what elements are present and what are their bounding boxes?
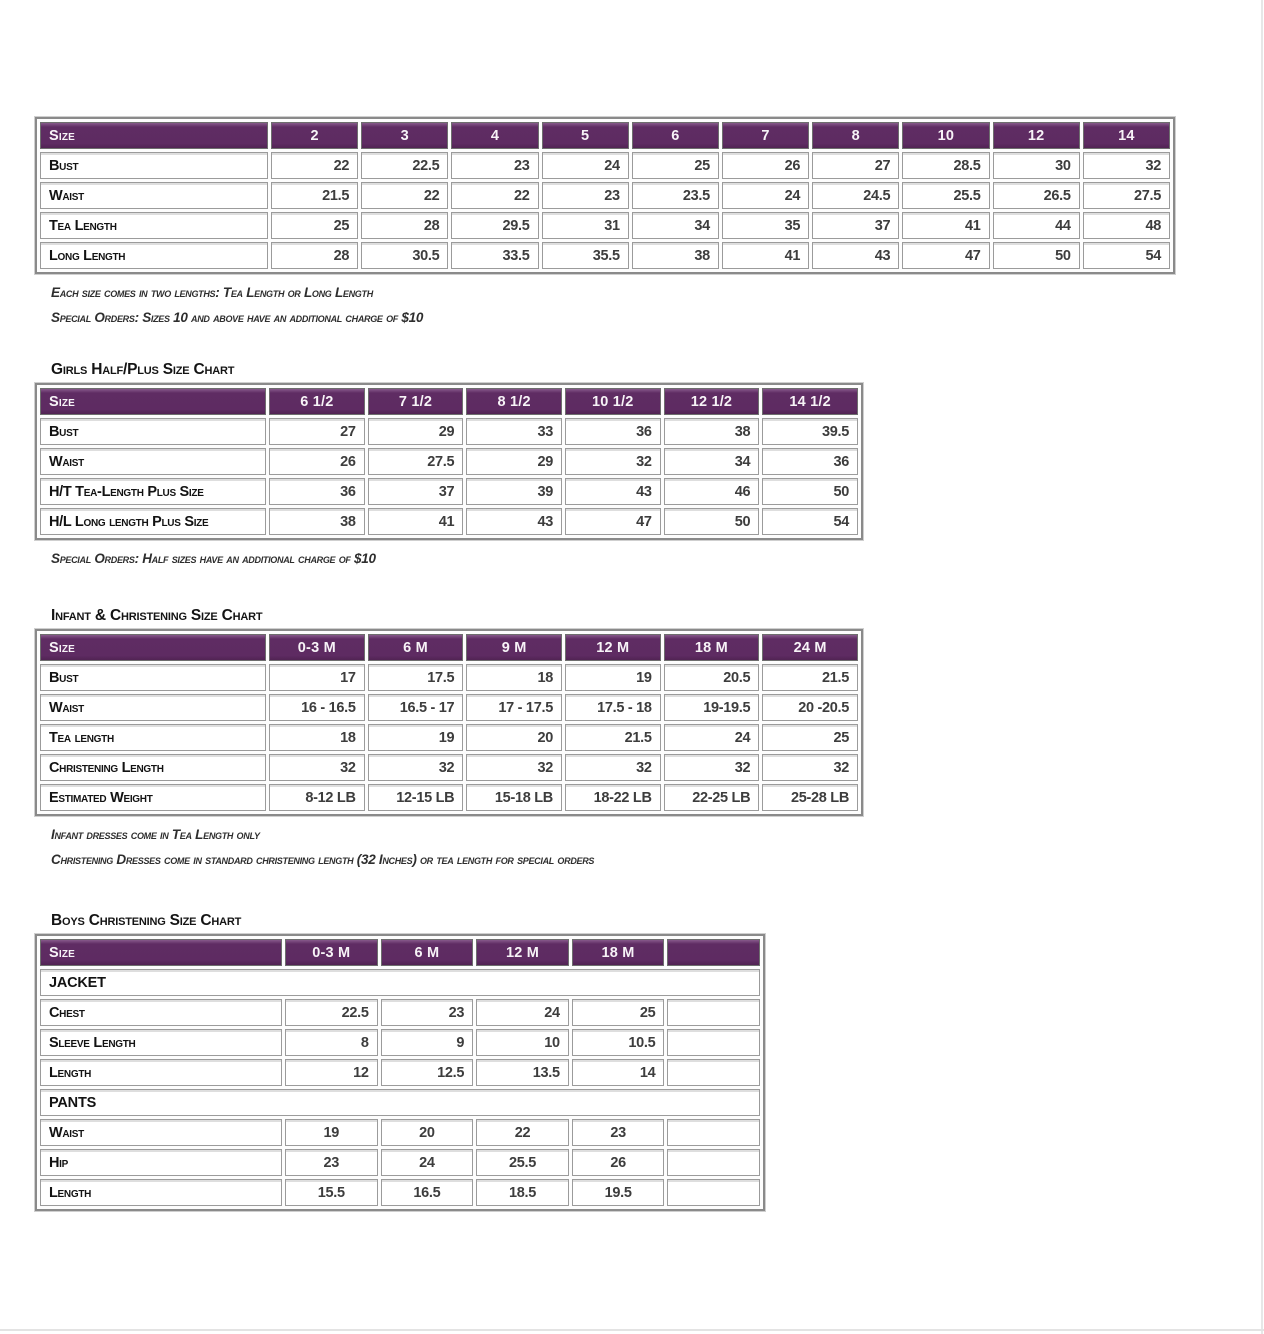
value-cell: 12.5 bbox=[381, 1059, 474, 1086]
value-cell: 27 bbox=[269, 418, 365, 445]
value-cell: 24 bbox=[542, 152, 629, 179]
value-cell: 18 bbox=[269, 724, 365, 751]
value-cell: 32 bbox=[664, 754, 760, 781]
value-cell: 48 bbox=[1083, 212, 1170, 239]
row-label: Waist bbox=[40, 182, 268, 209]
infant-christening-size-chart bbox=[35, 629, 863, 816]
girls-size-chart bbox=[35, 117, 1175, 274]
value-cell: 35.5 bbox=[542, 242, 629, 269]
value-cell: 19-19.5 bbox=[664, 694, 760, 721]
size-column-header: 5 bbox=[542, 122, 629, 149]
value-cell: 9 bbox=[381, 1029, 474, 1056]
row-label: Long Length bbox=[40, 242, 268, 269]
table-row bbox=[40, 754, 858, 781]
row-label: Bust bbox=[40, 152, 268, 179]
value-cell: 25 bbox=[271, 212, 358, 239]
table-row bbox=[40, 478, 858, 505]
value-cell: 29.5 bbox=[451, 212, 538, 239]
value-cell: 14 bbox=[572, 1059, 665, 1086]
value-cell: 23 bbox=[285, 1149, 378, 1176]
row-label: H/T Tea-Length Plus Size bbox=[40, 478, 266, 505]
value-cell: 32 bbox=[565, 754, 661, 781]
value-cell: 22 bbox=[476, 1119, 569, 1146]
girls-half-plus-size-chart bbox=[35, 383, 863, 540]
value-cell: 27.5 bbox=[1083, 182, 1170, 209]
row-label: Waist bbox=[40, 1119, 282, 1146]
note-infant-tea-length: Infant dresses come in Tea Length only bbox=[51, 827, 260, 842]
size-header-cell: Size bbox=[40, 122, 268, 149]
value-cell: 50 bbox=[993, 242, 1080, 269]
empty-cell bbox=[667, 1059, 760, 1086]
value-cell: 39 bbox=[466, 478, 562, 505]
value-cell: 35 bbox=[722, 212, 809, 239]
value-cell: 26 bbox=[722, 152, 809, 179]
value-cell: 38 bbox=[664, 418, 760, 445]
girls-standard-notes bbox=[35, 280, 1264, 330]
value-cell: 24 bbox=[664, 724, 760, 751]
size-column-header: 9 M bbox=[466, 634, 562, 661]
value-cell: 32 bbox=[269, 754, 365, 781]
value-cell: 18-22 LB bbox=[565, 784, 661, 811]
value-cell: 41 bbox=[902, 212, 989, 239]
value-cell: 32 bbox=[368, 754, 464, 781]
value-cell: 36 bbox=[762, 448, 858, 475]
row-label: H/L Long length Plus Size bbox=[40, 508, 266, 535]
table-row bbox=[40, 152, 1170, 179]
row-label: Waist bbox=[40, 448, 266, 475]
size-column-header: 14 1/2 bbox=[762, 388, 858, 415]
value-cell: 25.5 bbox=[902, 182, 989, 209]
value-cell: 34 bbox=[664, 448, 760, 475]
value-cell: 20 bbox=[381, 1119, 474, 1146]
empty-cell bbox=[667, 1119, 760, 1146]
table-row bbox=[40, 784, 858, 811]
value-cell: 27.5 bbox=[368, 448, 464, 475]
infant-christening-notes bbox=[35, 822, 1264, 872]
infant-christening-title: Infant & Christening Size Chart bbox=[51, 607, 263, 624]
value-cell: 23 bbox=[451, 152, 538, 179]
table-row bbox=[40, 182, 1170, 209]
section-label: PANTS bbox=[40, 1089, 760, 1116]
value-cell: 18 bbox=[466, 664, 562, 691]
size-column-header: 10 bbox=[902, 122, 989, 149]
size-column-header: 12 M bbox=[565, 634, 661, 661]
value-cell: 23 bbox=[381, 999, 474, 1026]
value-cell: 25 bbox=[572, 999, 665, 1026]
infant-christening-section bbox=[35, 607, 1264, 872]
value-cell: 54 bbox=[762, 508, 858, 535]
value-cell: 32 bbox=[565, 448, 661, 475]
row-label: Tea Length bbox=[40, 212, 268, 239]
value-cell: 30 bbox=[993, 152, 1080, 179]
header-row bbox=[40, 634, 858, 661]
note-special-orders-sizes-10: Special Orders: Sizes 10 and above have an additional charge of $10 bbox=[51, 310, 424, 325]
value-cell: 46 bbox=[664, 478, 760, 505]
size-column-header: 8 bbox=[812, 122, 899, 149]
size-column-header: 14 bbox=[1083, 122, 1170, 149]
value-cell: 38 bbox=[632, 242, 719, 269]
value-cell: 12-15 LB bbox=[368, 784, 464, 811]
size-column-header: 12 1/2 bbox=[664, 388, 760, 415]
value-cell: 25 bbox=[632, 152, 719, 179]
note-christening-length: Christening Dresses come in standard christening length (32 Inches) or tea length for special orders bbox=[51, 852, 595, 867]
value-cell: 12 bbox=[285, 1059, 378, 1086]
value-cell: 39.5 bbox=[762, 418, 858, 445]
value-cell: 23 bbox=[572, 1119, 665, 1146]
table-row bbox=[40, 694, 858, 721]
boys-christening-size-chart bbox=[35, 934, 765, 1211]
row-label: Bust bbox=[40, 664, 266, 691]
value-cell: 16.5 bbox=[381, 1179, 474, 1206]
table-row bbox=[40, 999, 760, 1026]
value-cell: 19 bbox=[368, 724, 464, 751]
row-label: Estimated Weight bbox=[40, 784, 266, 811]
size-column-header: 12 M bbox=[476, 939, 569, 966]
value-cell: 34 bbox=[632, 212, 719, 239]
value-cell: 20 -20.5 bbox=[762, 694, 858, 721]
row-label: Sleeve Length bbox=[40, 1029, 282, 1056]
value-cell: 44 bbox=[993, 212, 1080, 239]
boys-christening-title: Boys Christening Size Chart bbox=[51, 912, 242, 929]
value-cell: 25-28 LB bbox=[762, 784, 858, 811]
table-row bbox=[40, 664, 858, 691]
size-column-header: 6 M bbox=[381, 939, 474, 966]
header-row bbox=[40, 939, 760, 966]
size-column-header: 7 bbox=[722, 122, 809, 149]
value-cell: 24 bbox=[476, 999, 569, 1026]
value-cell: 36 bbox=[269, 478, 365, 505]
value-cell: 22 bbox=[271, 152, 358, 179]
value-cell: 21.5 bbox=[762, 664, 858, 691]
value-cell: 37 bbox=[368, 478, 464, 505]
value-cell: 28 bbox=[361, 212, 448, 239]
value-cell: 19 bbox=[285, 1119, 378, 1146]
boys-christening-section bbox=[35, 912, 1264, 1211]
table-row bbox=[40, 508, 858, 535]
row-label: Tea length bbox=[40, 724, 266, 751]
value-cell: 43 bbox=[466, 508, 562, 535]
value-cell: 17.5 - 18 bbox=[565, 694, 661, 721]
value-cell: 21.5 bbox=[565, 724, 661, 751]
value-cell: 19 bbox=[565, 664, 661, 691]
size-column-header: 6 1/2 bbox=[269, 388, 365, 415]
value-cell: 50 bbox=[762, 478, 858, 505]
value-cell: 27 bbox=[812, 152, 899, 179]
value-cell: 26 bbox=[572, 1149, 665, 1176]
section-row bbox=[40, 1089, 760, 1116]
size-column-header: 12 bbox=[993, 122, 1080, 149]
infant-christening-table-holder bbox=[35, 629, 1264, 816]
value-cell: 43 bbox=[812, 242, 899, 269]
value-cell: 28.5 bbox=[902, 152, 989, 179]
table-row bbox=[40, 1149, 760, 1176]
value-cell: 32 bbox=[762, 754, 858, 781]
value-cell: 29 bbox=[466, 448, 562, 475]
empty-cell bbox=[667, 1029, 760, 1056]
row-label: Length bbox=[40, 1059, 282, 1086]
value-cell: 41 bbox=[722, 242, 809, 269]
table-row bbox=[40, 212, 1170, 239]
value-cell: 10 bbox=[476, 1029, 569, 1056]
size-column-header: 3 bbox=[361, 122, 448, 149]
value-cell: 17 - 17.5 bbox=[466, 694, 562, 721]
value-cell: 8-12 LB bbox=[269, 784, 365, 811]
value-cell: 19.5 bbox=[572, 1179, 665, 1206]
value-cell: 26 bbox=[269, 448, 365, 475]
value-cell: 30.5 bbox=[361, 242, 448, 269]
size-column-header: 2 bbox=[271, 122, 358, 149]
value-cell: 17 bbox=[269, 664, 365, 691]
table-row bbox=[40, 1029, 760, 1056]
value-cell: 31 bbox=[542, 212, 629, 239]
value-cell: 26.5 bbox=[993, 182, 1080, 209]
note-two-lengths: Each size comes in two lengths: Tea Length or Long Length bbox=[51, 285, 373, 300]
empty-cell bbox=[667, 1179, 760, 1206]
size-column-header: 0-3 M bbox=[285, 939, 378, 966]
size-column-header: 18 M bbox=[572, 939, 665, 966]
value-cell: 20.5 bbox=[664, 664, 760, 691]
row-label: Christening Length bbox=[40, 754, 266, 781]
value-cell: 10.5 bbox=[572, 1029, 665, 1056]
value-cell: 36 bbox=[565, 418, 661, 445]
size-column-header: 0-3 M bbox=[269, 634, 365, 661]
size-column-header: 4 bbox=[451, 122, 538, 149]
value-cell: 25 bbox=[762, 724, 858, 751]
table-row bbox=[40, 448, 858, 475]
table-row bbox=[40, 242, 1170, 269]
size-column-header: 8 1/2 bbox=[466, 388, 562, 415]
value-cell: 23 bbox=[542, 182, 629, 209]
value-cell: 47 bbox=[902, 242, 989, 269]
value-cell: 16 - 16.5 bbox=[269, 694, 365, 721]
value-cell: 37 bbox=[812, 212, 899, 239]
section-row bbox=[40, 969, 760, 996]
empty-cell bbox=[667, 999, 760, 1026]
value-cell: 24 bbox=[381, 1149, 474, 1176]
girls-half-plus-section bbox=[35, 361, 1264, 571]
value-cell: 22.5 bbox=[285, 999, 378, 1026]
table-row bbox=[40, 1179, 760, 1206]
size-column-header: 6 bbox=[632, 122, 719, 149]
size-column-header: 7 1/2 bbox=[368, 388, 464, 415]
value-cell: 13.5 bbox=[476, 1059, 569, 1086]
value-cell: 22 bbox=[451, 182, 538, 209]
value-cell: 32 bbox=[1083, 152, 1170, 179]
value-cell: 28 bbox=[271, 242, 358, 269]
value-cell: 33 bbox=[466, 418, 562, 445]
size-header-cell: Size bbox=[40, 634, 266, 661]
size-column-header bbox=[667, 939, 760, 966]
value-cell: 22-25 LB bbox=[664, 784, 760, 811]
boys-christening-table-holder bbox=[35, 934, 1264, 1211]
value-cell: 38 bbox=[269, 508, 365, 535]
size-column-header: 6 M bbox=[368, 634, 464, 661]
girls-half-plus-notes bbox=[35, 546, 1264, 571]
value-cell: 50 bbox=[664, 508, 760, 535]
table-row bbox=[40, 724, 858, 751]
value-cell: 32 bbox=[466, 754, 562, 781]
value-cell: 24 bbox=[722, 182, 809, 209]
girls-half-plus-title: Girls Half/Plus Size Chart bbox=[51, 361, 235, 378]
value-cell: 18.5 bbox=[476, 1179, 569, 1206]
girls-half-plus-table-holder bbox=[35, 383, 1264, 540]
value-cell: 22.5 bbox=[361, 152, 448, 179]
value-cell: 29 bbox=[368, 418, 464, 445]
table-row bbox=[40, 1119, 760, 1146]
size-header-cell: Size bbox=[40, 388, 266, 415]
value-cell: 43 bbox=[565, 478, 661, 505]
header-row bbox=[40, 122, 1170, 149]
section-label: JACKET bbox=[40, 969, 760, 996]
value-cell: 16.5 - 17 bbox=[368, 694, 464, 721]
value-cell: 23.5 bbox=[632, 182, 719, 209]
table-row bbox=[40, 418, 858, 445]
value-cell: 15.5 bbox=[285, 1179, 378, 1206]
row-label: Waist bbox=[40, 694, 266, 721]
size-column-header: 18 M bbox=[664, 634, 760, 661]
size-column-header: 10 1/2 bbox=[565, 388, 661, 415]
table-row bbox=[40, 1059, 760, 1086]
value-cell: 15-18 LB bbox=[466, 784, 562, 811]
row-label: Chest bbox=[40, 999, 282, 1026]
value-cell: 24.5 bbox=[812, 182, 899, 209]
value-cell: 8 bbox=[285, 1029, 378, 1056]
empty-cell bbox=[667, 1149, 760, 1176]
header-row bbox=[40, 388, 858, 415]
value-cell: 22 bbox=[361, 182, 448, 209]
value-cell: 54 bbox=[1083, 242, 1170, 269]
size-header-cell: Size bbox=[40, 939, 282, 966]
value-cell: 41 bbox=[368, 508, 464, 535]
value-cell: 20 bbox=[466, 724, 562, 751]
value-cell: 33.5 bbox=[451, 242, 538, 269]
value-cell: 47 bbox=[565, 508, 661, 535]
row-label: Length bbox=[40, 1179, 282, 1206]
value-cell: 17.5 bbox=[368, 664, 464, 691]
girls-standard-section bbox=[35, 117, 1264, 330]
note-half-sizes-charge: Special Orders: Half sizes have an additional charge of $10 bbox=[51, 551, 376, 566]
value-cell: 25.5 bbox=[476, 1149, 569, 1176]
row-label: Hip bbox=[40, 1149, 282, 1176]
value-cell: 21.5 bbox=[271, 182, 358, 209]
girls-size-table-holder bbox=[35, 117, 1264, 274]
row-label: Bust bbox=[40, 418, 266, 445]
size-column-header: 24 M bbox=[762, 634, 858, 661]
